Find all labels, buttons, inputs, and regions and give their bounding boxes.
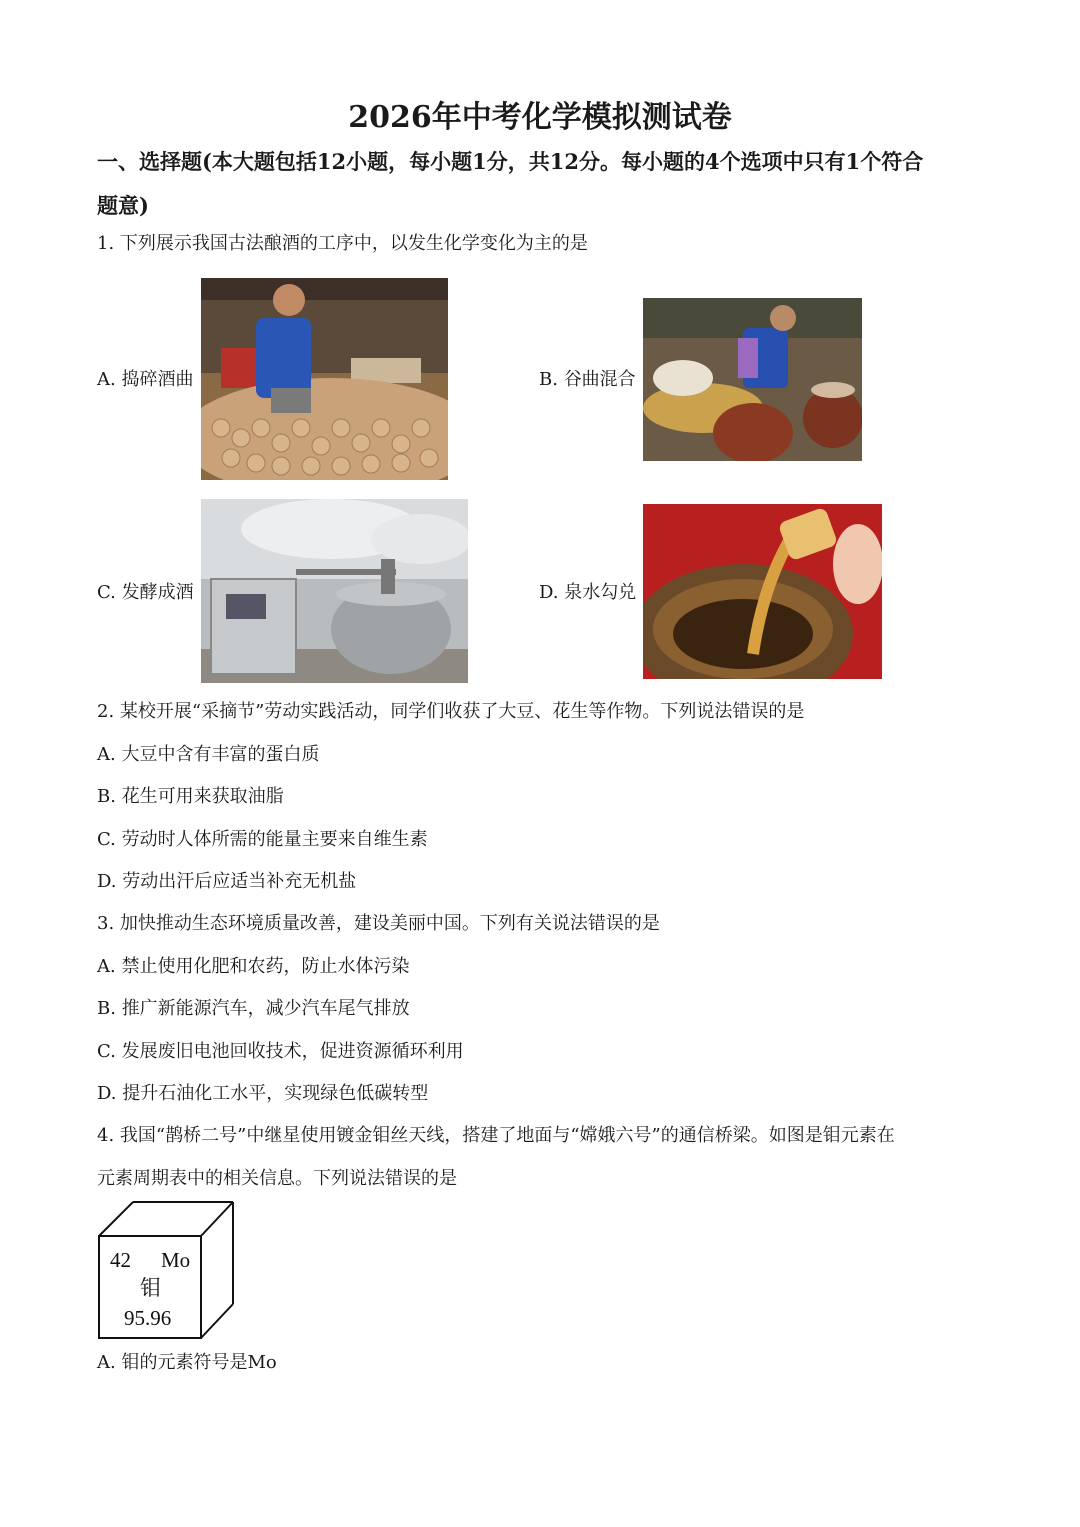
option-letter: C.: [97, 829, 116, 850]
q4-option-a: [97, 1349, 277, 1377]
element-name: 钼: [140, 1276, 161, 1300]
option-letter: A.: [97, 1352, 116, 1373]
section-heading: [97, 140, 987, 228]
q2-option-a: [97, 741, 319, 769]
option-letter: D.: [539, 582, 559, 603]
option-letter: B.: [97, 998, 116, 1019]
q1-option-d-photo: [643, 504, 882, 679]
element-card-molybdenum: [97, 1200, 237, 1340]
option-letter: B.: [97, 786, 116, 807]
q1-option-c-photo: [201, 499, 468, 683]
option-text: 大豆中含有丰富的蛋白质: [121, 744, 320, 765]
q1-option-b-label: [539, 366, 636, 394]
option-letter: A.: [97, 369, 116, 390]
option-text: 发展废旧电池回收技术，促进资源循环利用: [121, 1041, 464, 1062]
q1-option-c-label: [97, 579, 194, 607]
option-letter: D.: [97, 871, 117, 892]
section-heading-line-1: 一、选择题(本大题包括12小题，每小题1分，共12分。每小题的4个选项中只有1个符合: [97, 149, 924, 174]
q1-option-a-photo: [201, 278, 448, 480]
question-text: 某校开展“采摘节”劳动实践活动，同学们收获了大豆、花生等作物。下列说法错误的是: [119, 701, 805, 722]
question-text: 加快推动生态环境质量改善，建设美丽中国。下列有关说法错误的是: [119, 913, 660, 934]
option-text: 泉水勾兑: [564, 582, 637, 603]
question-4-stem-line-2: 元素周期表中的相关信息。下列说法错误的是: [97, 1168, 457, 1189]
option-text: 花生可用来获取油脂: [121, 786, 284, 807]
q2-option-c: [97, 826, 428, 854]
q3-option-d: [97, 1080, 428, 1108]
q3-option-a: [97, 953, 409, 981]
option-letter: D.: [97, 1083, 117, 1104]
q2-option-d: [97, 868, 356, 896]
atomic-number: 42: [110, 1248, 131, 1272]
option-text: 提升石油化工水平，实现绿色低碳转型: [122, 1083, 429, 1104]
option-letter: B.: [539, 369, 558, 390]
option-text: 劳动时人体所需的能量主要来自维生素: [121, 829, 428, 850]
q3-option-c: [97, 1038, 464, 1066]
question-2-stem: [97, 698, 804, 726]
section-heading-line-2: 题意): [97, 193, 149, 218]
question-1-stem: [97, 230, 588, 258]
question-number: 3.: [97, 913, 115, 934]
option-letter: C.: [97, 582, 116, 603]
option-letter: A.: [97, 744, 116, 765]
atomic-mass: 95.96: [124, 1306, 172, 1330]
q3-option-b: [97, 995, 410, 1023]
question-text: 下列展示我国古法酿酒的工序中，以发生化学变化为主的是: [119, 233, 588, 254]
q1-option-b-photo: [643, 298, 862, 461]
option-letter: A.: [97, 956, 116, 977]
option-text: 推广新能源汽车，减少汽车尾气排放: [121, 998, 410, 1019]
question-number: 4.: [97, 1125, 115, 1146]
element-symbol: Mo: [161, 1248, 191, 1272]
q2-option-b: [97, 783, 284, 811]
question-text: 我国“鹊桥二号”中继星使用镀金钼丝天线，搭建了地面与“嫦娥六号”的通信桥梁。如图是钼元素在: [119, 1125, 895, 1146]
question-4-stem-line-1: [97, 1122, 895, 1150]
option-text: 劳动出汗后应适当补充无机盐: [122, 871, 357, 892]
q1-option-d-label: [539, 579, 636, 607]
question-3-stem: [97, 910, 660, 938]
option-text: 捣碎酒曲: [121, 369, 194, 390]
question-number: 1.: [97, 233, 115, 254]
option-letter: C.: [97, 1041, 116, 1062]
q1-option-a-label: [97, 366, 193, 394]
option-text: 发酵成酒: [121, 582, 194, 603]
option-text: 禁止使用化肥和农药，防止水体污染: [121, 956, 410, 977]
question-number: 2.: [97, 701, 115, 722]
exam-title: 2026年中考化学模拟测试卷: [348, 100, 732, 135]
option-text: 谷曲混合: [563, 369, 636, 390]
option-text: 钼的元素符号是Mo: [121, 1352, 277, 1373]
